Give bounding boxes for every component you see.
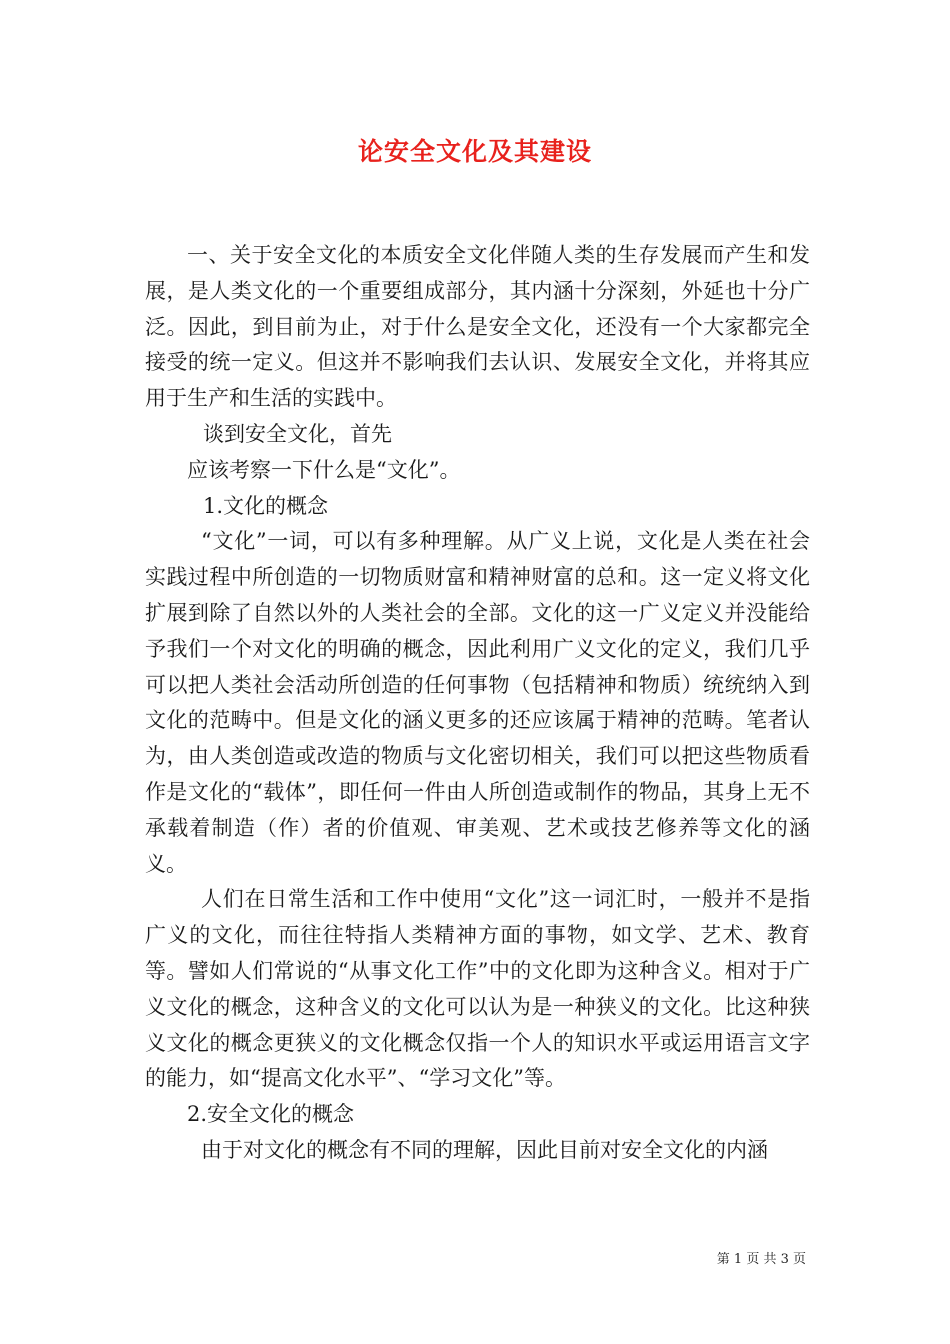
paragraph-safety-culture-definition: 由于对文化的概念有不同的理解，因此目前对安全文化的内涵 <box>201 1137 768 1162</box>
paragraph-what-is-culture: 应该考察一下什么是“文化”。 <box>187 457 461 482</box>
page-number-footer: 第 1 页 共 3 页 <box>716 1252 806 1267</box>
section-heading-safety-culture-concept: 2.安全文化的概念 <box>187 1102 355 1127</box>
paragraph-intro: 一、关于安全文化的本质安全文化伴随人类的生存发展而产生和发展，是人类文化的一个重要组成部分，其内涵十分深刻，外延也十分广泛。因此，到目前为止，对于什么是安全文化，还没有一个大家都完全接受的统一定义。但这并不影响我们去认识、发展安全文化，并将其应用于生产和生活的实践中。 <box>145 243 810 411</box>
paragraph-narrow-culture: 人们在日常生活和工作中使用“文化”这一词汇时，一般并不是指广义的文化，而往往特指人类精神方面的事物，如文学、艺术、教育等。譬如人们常说的“从事文化工作”中的文化即为这种含义。相对于广义文化的概念，这种含义的文化可以认为是一种狭义的文化。比这种狭义文化的概念更狭义的文化概念仅指一个人的知识水平或运用语言文字的能力，如“提高文化水平”、“学习文化”等。 <box>145 887 810 1091</box>
paragraph-broad-culture: “文化”一词，可以有多种理解。从广义上说，文化是人类在社会实践过程中所创造的一切物质财富和精神财富的总和。这一定义将文化扩展到除了自然以外的人类社会的全部。文化的这一广义定义并没能给予我们一个对文化的明确的概念，因此利用广义文化的定义，我们几乎可以把人类社会活动所创造的任何事物（包括精神和物质）统统纳入到文化的范畴中。但是文化的涵义更多的还应该属于精神的范畴。笔者认为，由人类创造或改造的物质与文化密切相关，我们可以把这些物质看作是文化的“载体”，即任何一件由人所创造或制作的物品，其身上无不承载着制造（作）者的价值观、审美观、艺术或技艺修养等文化的涵义。 <box>145 529 810 876</box>
section-heading-culture-concept: 1.文化的概念 <box>203 493 329 518</box>
document-body <box>145 238 810 1169</box>
document-title: 论安全文化及其建设 <box>357 137 592 166</box>
paragraph-safety-culture-first: 谈到安全文化，首先 <box>203 421 392 446</box>
